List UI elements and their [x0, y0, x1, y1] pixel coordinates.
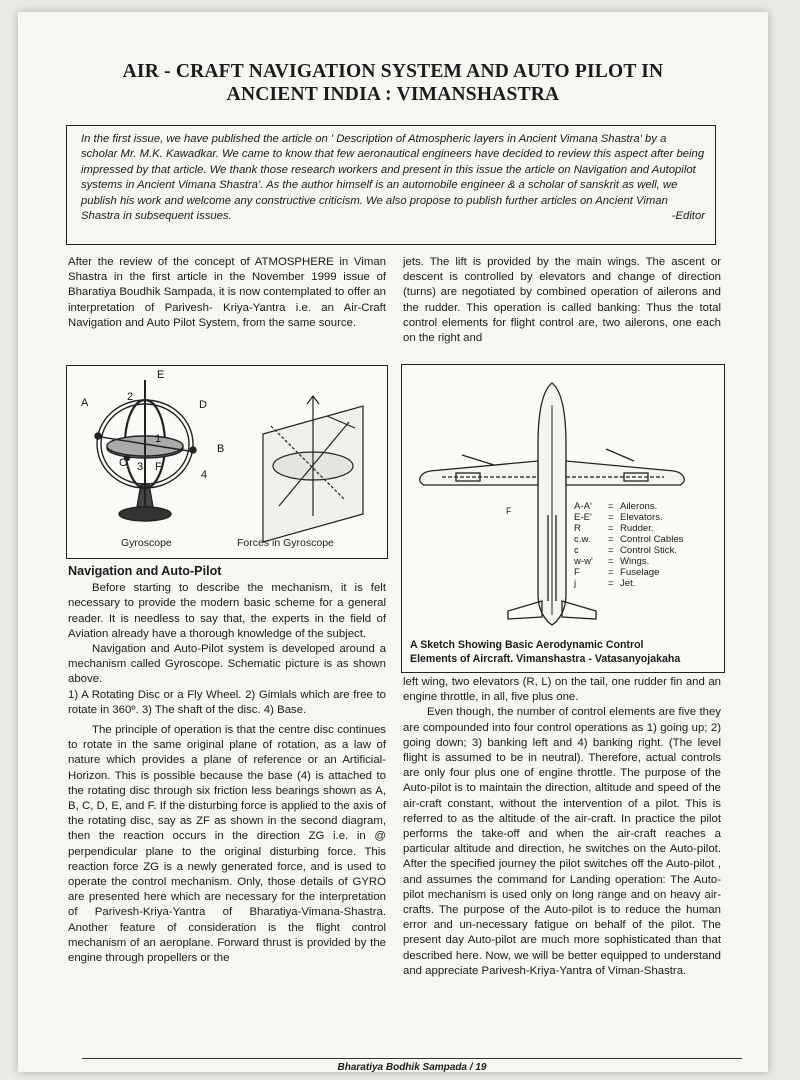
legend-value: Wings.: [620, 556, 650, 567]
legend-key: A-A': [574, 501, 592, 512]
legend-key: R: [574, 523, 581, 534]
right-top-paragraph: jets. The lift is provided by the main wings. The ascent or descent is controlled by elevators and change of direction (turns) are negotiated by combined operation of ailerons and the rudder. This operation is called banking: Thus the total control elements for flight control are, two ailerons, one each on the right and: [403, 256, 721, 345]
legend-value: Control Cables: [620, 534, 684, 545]
gyro-letter-e: E: [157, 369, 165, 381]
gyro-letter-2: 2: [127, 391, 134, 403]
footer-rule: [82, 1058, 742, 1059]
title-line-2: ANCIENT INDIA : VIMANSHASTRA: [226, 84, 560, 105]
left-main-text: [68, 564, 386, 966]
gyro-letter-4: 4: [201, 469, 208, 481]
legend-value: Elevators.: [620, 512, 663, 523]
left-paragraph-3: 1) A Rotating Disc or a Fly Wheel. 2) Gimlals which are free to rotate in 360º. 3) The shaft of the disc. 4) Base.: [68, 688, 386, 716]
title-line-1: AIR - CRAFT NAVIGATION SYSTEM AND AUTO PILOT IN: [122, 61, 664, 82]
legend-row-control-cables: c.w. = Control Cables: [574, 534, 684, 545]
label-forces-in-gyroscope: Forces in Gyroscope: [237, 537, 334, 549]
legend-key: w-w': [574, 556, 593, 567]
intro-paragraph: After the review of the concept of ATMOSPHERE in Viman Shastra in the first article in the November 1999 issue of Bharatiya Boudhik Sampada, it is now contemplated to offer an interpretation of Parivesh- Kriya-Yantra i.e. an Air-Craft Navigation and Auto Pilot System, from the same source.: [68, 256, 386, 329]
label-f: F: [506, 506, 512, 516]
left-paragraph-1: Before starting to describe the mechanism, it is felt necessary to provide the modern basic scheme for a general reader. It is needless to say that, the experts in the field of Aviation already have a thorough knowledge of the subject.: [68, 582, 386, 640]
legend-row-ailerons: A-A' = Ailerons.: [574, 501, 658, 512]
legend-value: Jet.: [620, 578, 636, 589]
legend-key: c.w.: [574, 534, 591, 545]
legend-row-control-stick: c = Control Stick.: [574, 545, 678, 556]
legend-value: Fuselage: [620, 567, 660, 578]
legend-key: c: [574, 545, 579, 556]
legend-value: Rudder.: [620, 523, 654, 534]
gyro-letter-d: D: [199, 399, 207, 411]
magazine-page: [18, 12, 768, 1072]
caption-line-2: Elements of Aircraft. Vimanshastra - Vatasanyojakaha: [410, 653, 681, 665]
legend-value: Ailerons.: [620, 501, 658, 512]
article-title: [58, 60, 728, 106]
label-gyroscope: Gyroscope: [121, 537, 172, 549]
gyro-letter-1: 1: [155, 433, 162, 445]
legend-row-fuselage: F = Fuselage: [574, 567, 660, 578]
left-paragraph-4: The principle of operation is that the centre disc continues to rotate in the same original plane of rotation, as a law of nature which provides a plane of reference or an Artificial-Horizon. This is possible because the base (4) is attached to the rotating disc through six friction less bearings shown as A, B, C, D, E, and F. If the disturbing force is applied to the axis of the rotating disc, say as ZF as shown in the second diagram, then the reaction occurs in the direction ZG i.e. in @ perpendicular plane to the original disturbing force. This reaction force ZG is a newly generated force, and is used to operate the control mechanism. Only, those details of GYRO are presented here which are necessary for the interpretation of Parivesh-Kriya-Yantra of Bharatiya-Vimana-Shastra. Another feature of consideration is the flight control mechanism of an aeroplane. Forward thrust is provided by the engine through propellers or the: [68, 724, 386, 965]
section-heading: Navigation and Auto-Pilot: [68, 564, 222, 578]
right-main-text: [403, 675, 721, 979]
legend-key: j: [574, 578, 577, 589]
legend-key: F: [574, 567, 580, 578]
legend-value: Control Stick.: [620, 545, 678, 556]
left-intro-text: [68, 255, 386, 331]
left-paragraph-2: Navigation and Auto-Pilot system is developed around a mechanism called Gyroscope. Schematic picture is as shown above.: [68, 643, 386, 686]
legend-key: E-E': [574, 512, 592, 523]
caption-line-1: A Sketch Showing Basic Aerodynamic Control: [410, 639, 644, 651]
gyroscope-figure: [66, 365, 388, 559]
legend-row-rudder: R = Rudder.: [574, 523, 654, 534]
aircraft-figure: [401, 364, 725, 673]
aircraft-drawing: [402, 365, 724, 635]
legend-row-elevators: E-E' = Elevators.: [574, 512, 663, 523]
legend-row-jet: j = Jet.: [574, 578, 636, 589]
right-paragraph-2: Even though, the number of control elements are five they are compounded into four control operations as 1) going up; 2) going down; 3) banking left and 4) banking right. (The level flight is assumed to be in neutral). Therefore, actual controls are only four plus one of engine throttle. The purpose of the Auto-pilot is to maintain the direction, altitude and speed of the air-craft constant, without the intervention of a pilot. This is referred to as the altitude of the air-craft. In practice the pilot performs the take-off and when the air-craft reaches a particular altitude and direction, he switches on the Auto-pilot. After the specified journey the pilot switches off the Auto-pilot , and assumes the command for Landing operation: The Auto-pilot mechanism is used only on long range and on heavy air-crafts. The purpose of the Auto-pilot is to reduce the human error and un-necessary fatigue on behalf of the pilot. The present day Auto-pilot are much more sophisticated than that described here. Now, we will be better equipped to understand and appreciate Parivesh-Kriya-Yantra of Viman-Shastra.: [403, 706, 721, 977]
gyro-letter-f: F: [155, 461, 162, 473]
gyro-letter-b: B: [217, 443, 225, 455]
aircraft-caption: [410, 638, 716, 666]
editor-signature: -Editor: [671, 210, 705, 223]
right-top-text: [403, 255, 721, 346]
gyro-letter-a: A: [81, 397, 89, 409]
legend-row-wings: w-w' = Wings.: [574, 556, 650, 567]
page-footer: Bharatiya Bodhik Sampada / 19: [337, 1062, 487, 1073]
gyro-letter-3: 3: [137, 461, 144, 473]
gyro-letter-c: C: [119, 457, 127, 469]
right-paragraph-1: left wing, two elevators (R, L) on the tail, one rudder fin and an engine throttle, in all, five plus one.: [403, 676, 721, 704]
gyroscope-drawing: [67, 366, 387, 558]
editor-note-text: In the first issue, we have published the article on ' Description of Atmospheric layers in Ancient Vimana Shastra' by a scholar Mr. M.K. Kawadkar. We came to know that few aeronautical engineers have decided to review this aspect after being impressed by that article. We thank those research workers and present in this issue the article on Navigation and Autopilot systems in Ancient Vimana Shastra'. As the author himself is an automobile engineer & a scholar of sanskrit as well, we publish his work and welcome any constructive criticism. We also propose to publish further articles on Ancient Viman Shastra in subsequent issues.: [81, 133, 705, 223]
editor-note-box: [66, 125, 716, 245]
